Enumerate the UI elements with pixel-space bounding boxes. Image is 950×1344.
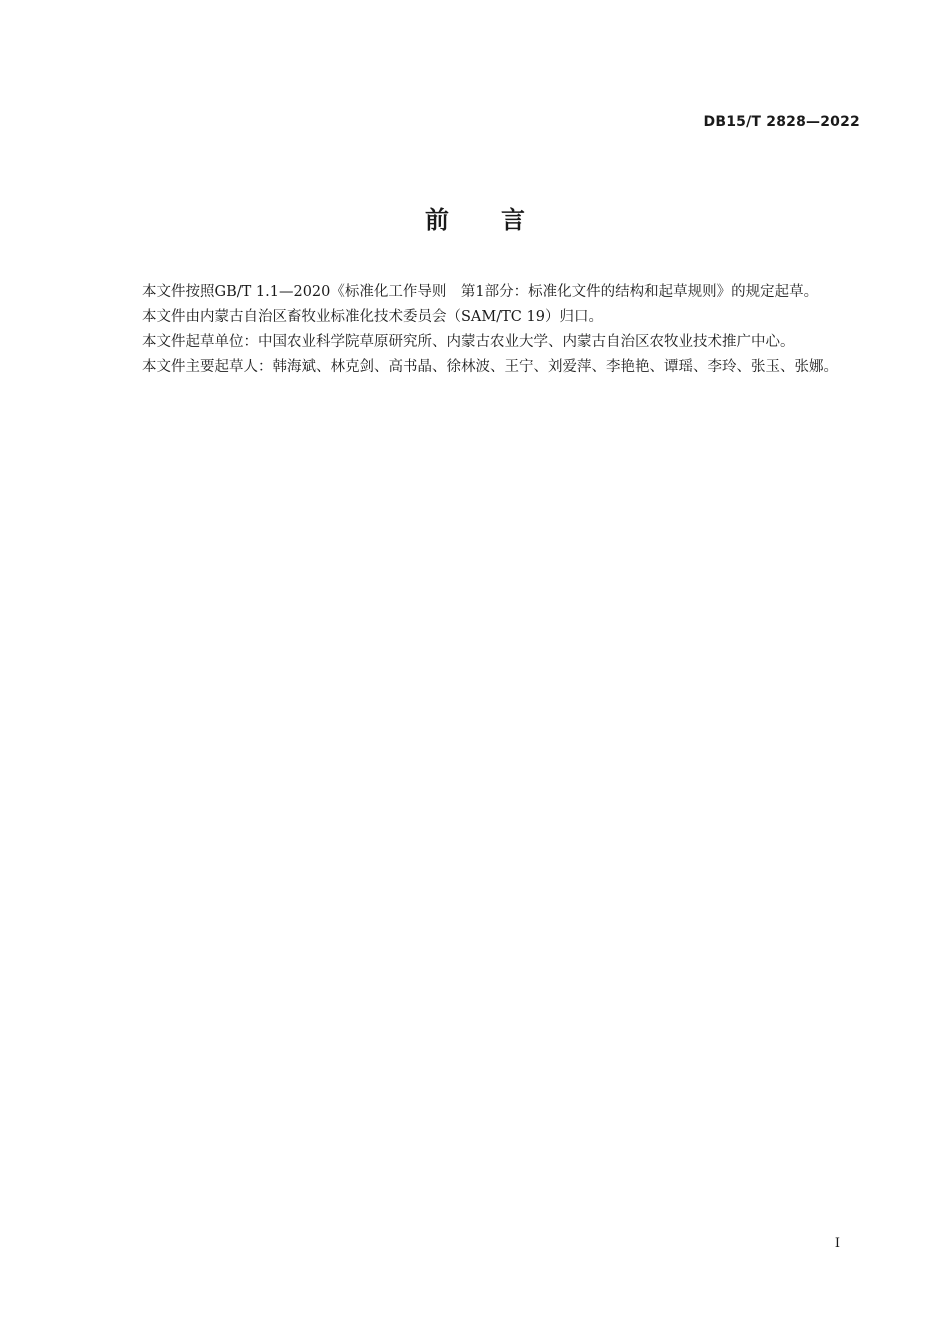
title-char-1: 前 (425, 206, 449, 234)
document-code: DB15/T 2828—2022 (703, 114, 860, 130)
foreword-body (113, 280, 860, 380)
paragraph-drafters: 本文件主要起草人：韩海斌、林克剑、高书晶、徐林波、王宁、刘爱萍、李艳艳、谭瑶、李玲、张玉、张娜。 (142, 359, 838, 375)
page-title (0, 200, 950, 235)
paragraph-drafting-rules: 本文件按照GB/T 1.1—2020《标准化工作导则 第1部分：标准化文件的结构和起草规则》的规定起草。 (142, 284, 819, 300)
paragraph-committee: 本文件由内蒙古自治区畜牧业标准化技术委员会（SAM/TC 19）归口。 (142, 309, 603, 325)
page-number: I (834, 1236, 840, 1251)
title-char-2: 言 (501, 206, 525, 234)
paragraph-drafting-units: 本文件起草单位：中国农业科学院草原研究所、内蒙古农业大学、内蒙古自治区农牧业技术推广中心。 (142, 334, 795, 350)
